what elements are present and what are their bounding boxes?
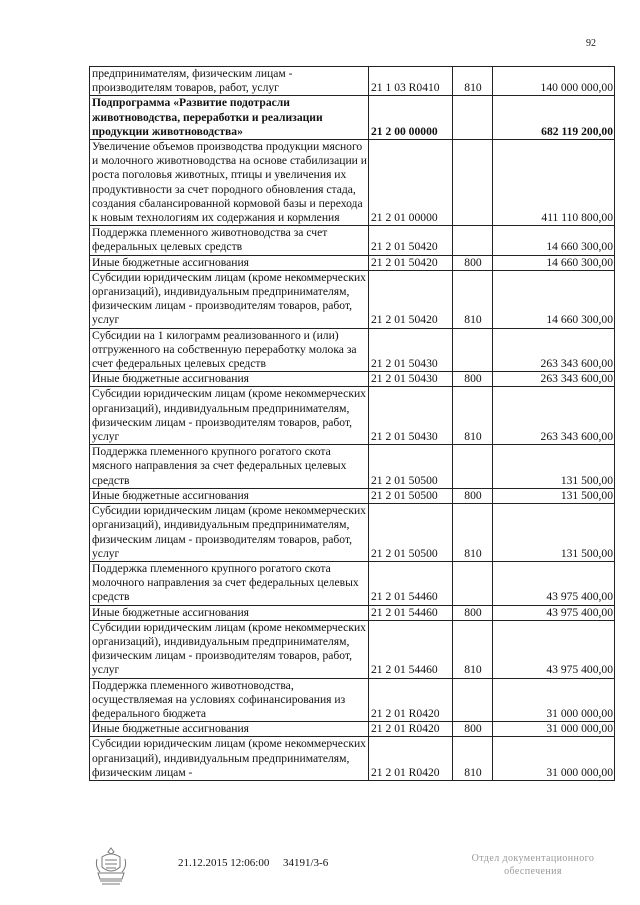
row-code-cell: 21 2 01 50500	[369, 445, 453, 489]
row-code-cell: 21 1 03 R0410	[369, 67, 453, 96]
row-amount-cell: 31 000 000,00	[493, 722, 615, 737]
row-name-cell: Поддержка племенного животноводства, осуществляемая на условиях софинансирования из федерального бюджета	[90, 678, 369, 722]
row-expense-type-cell	[453, 328, 493, 372]
row-code-cell: 21 2 01 R0420	[369, 722, 453, 737]
row-expense-type-cell: 810	[453, 737, 493, 781]
row-amount-cell: 131 500,00	[493, 488, 615, 503]
footer-department-stamp	[448, 852, 618, 878]
row-amount-cell: 43 975 400,00	[493, 561, 615, 605]
row-amount-cell: 14 660 300,00	[493, 226, 615, 255]
row-code-cell: 21 2 01 50430	[369, 328, 453, 372]
row-code-cell: 21 2 00 00000	[369, 96, 453, 140]
table-row	[90, 561, 615, 605]
row-expense-type-cell: 800	[453, 372, 493, 387]
row-name-cell: Субсидии юридическим лицам (кроме некоммерческих организаций), индивидуальным предпринимателям, физическим лицам -	[90, 737, 369, 781]
row-name-cell: Увеличение объемов производства продукции мясного и молочного животноводства на основе стабилизации и роста поголовья животных, птицы и увеличения их продуктивности за счет породного обновления стада, создания сбалансированной кормовой базы и перехода к новым технологиям их содержания и кормления	[90, 140, 369, 226]
table-row	[90, 270, 615, 328]
row-expense-type-cell: 810	[453, 620, 493, 678]
row-amount-cell: 43 975 400,00	[493, 620, 615, 678]
row-amount-cell: 411 110 800,00	[493, 140, 615, 226]
row-amount-cell: 131 500,00	[493, 445, 615, 489]
row-name-cell: Иные бюджетные ассигнования	[90, 372, 369, 387]
row-name-cell: Иные бюджетные ассигнования	[90, 488, 369, 503]
row-expense-type-cell	[453, 445, 493, 489]
row-code-cell: 21 2 01 50500	[369, 488, 453, 503]
row-code-cell: 21 2 01 R0420	[369, 737, 453, 781]
row-expense-type-cell: 800	[453, 605, 493, 620]
row-code-cell: 21 2 01 54460	[369, 605, 453, 620]
row-expense-type-cell	[453, 96, 493, 140]
row-name-cell: Субсидии юридическим лицам (кроме некоммерческих организаций), индивидуальным предпринимателям, физическим лицам - производителям товаров, работ, услуг	[90, 504, 369, 562]
row-code-cell: 21 2 01 50500	[369, 504, 453, 562]
row-amount-cell: 43 975 400,00	[493, 605, 615, 620]
table-row	[90, 605, 615, 620]
row-expense-type-cell: 810	[453, 67, 493, 96]
table-row	[90, 737, 615, 781]
row-amount-cell: 263 343 600,00	[493, 372, 615, 387]
row-name-cell: Поддержка племенного крупного рогатого скота мясного направления за счет федеральных целевых средств	[90, 445, 369, 489]
table-row	[90, 140, 615, 226]
row-amount-cell: 14 660 300,00	[493, 270, 615, 328]
row-code-cell: 21 2 01 54460	[369, 620, 453, 678]
row-expense-type-cell	[453, 678, 493, 722]
table-row	[90, 96, 615, 140]
table-row	[90, 488, 615, 503]
row-expense-type-cell: 800	[453, 488, 493, 503]
table-row	[90, 678, 615, 722]
table-row	[90, 387, 615, 445]
footer-department-line-2: обеспечения	[504, 866, 562, 877]
row-code-cell: 21 2 01 50430	[369, 387, 453, 445]
row-amount-cell: 263 343 600,00	[493, 328, 615, 372]
table-row	[90, 445, 615, 489]
row-expense-type-cell: 810	[453, 387, 493, 445]
row-name-cell: Иные бюджетные ассигнования	[90, 605, 369, 620]
table-row	[90, 328, 615, 372]
page-number: 92	[586, 38, 596, 49]
row-amount-cell: 31 000 000,00	[493, 678, 615, 722]
row-expense-type-cell: 810	[453, 504, 493, 562]
row-expense-type-cell	[453, 140, 493, 226]
row-expense-type-cell	[453, 561, 493, 605]
table-row	[90, 620, 615, 678]
row-amount-cell: 682 119 200,00	[493, 96, 615, 140]
table-row	[90, 226, 615, 255]
table-row	[90, 67, 615, 96]
row-code-cell: 21 2 01 50430	[369, 372, 453, 387]
row-name-cell: Субсидии юридическим лицам (кроме некоммерческих организаций), индивидуальным предпринимателям, физическим лицам - производителям товаров, работ, услуг	[90, 270, 369, 328]
table-row	[90, 255, 615, 270]
footer-datetime: 21.12.2015 12:06:00	[178, 857, 270, 869]
row-expense-type-cell	[453, 226, 493, 255]
row-name-cell: Иные бюджетные ассигнования	[90, 722, 369, 737]
row-amount-cell: 131 500,00	[493, 504, 615, 562]
row-amount-cell: 31 000 000,00	[493, 737, 615, 781]
row-code-cell: 21 2 01 00000	[369, 140, 453, 226]
row-name-cell: Субсидии юридическим лицам (кроме некоммерческих организаций), индивидуальным предпринимателям, физическим лицам - производителям товаров, работ, услуг	[90, 620, 369, 678]
budget-table	[89, 66, 615, 781]
row-name-cell: Субсидии на 1 килограмм реализованного и (или) отгруженного на собственную переработку молока за счет федеральных целевых средств	[90, 328, 369, 372]
row-code-cell: 21 2 01 50420	[369, 226, 453, 255]
row-amount-cell: 263 343 600,00	[493, 387, 615, 445]
row-name-cell: Поддержка племенного крупного рогатого скота молочного направления за счет федеральных целевых средств	[90, 561, 369, 605]
row-amount-cell: 14 660 300,00	[493, 255, 615, 270]
footer-document-id: 34191/3-6	[283, 857, 329, 869]
row-code-cell: 21 2 01 50420	[369, 255, 453, 270]
table-row	[90, 504, 615, 562]
row-name-cell: Иные бюджетные ассигнования	[90, 255, 369, 270]
coat-of-arms-icon	[94, 845, 128, 887]
row-name-cell: предпринимателям, физическим лицам - производителям товаров, работ, услуг	[90, 67, 369, 96]
table-row	[90, 722, 615, 737]
footer-department-line-1: Отдел документационного	[471, 853, 595, 864]
row-expense-type-cell: 800	[453, 255, 493, 270]
row-amount-cell: 140 000 000,00	[493, 67, 615, 96]
row-name-cell: Поддержка племенного животноводства за счет федеральных целевых средств	[90, 226, 369, 255]
row-expense-type-cell: 810	[453, 270, 493, 328]
row-code-cell: 21 2 01 R0420	[369, 678, 453, 722]
table-row	[90, 372, 615, 387]
row-name-cell: Подпрограмма «Развитие подотрасли животноводства, переработки и реализации продукции животноводства»	[90, 96, 369, 140]
row-code-cell: 21 2 01 54460	[369, 561, 453, 605]
budget-table-body	[90, 67, 615, 781]
row-name-cell: Субсидии юридическим лицам (кроме некоммерческих организаций), индивидуальным предпринимателям, физическим лицам - производителям товаров, работ, услуг	[90, 387, 369, 445]
row-code-cell: 21 2 01 50420	[369, 270, 453, 328]
row-expense-type-cell: 800	[453, 722, 493, 737]
